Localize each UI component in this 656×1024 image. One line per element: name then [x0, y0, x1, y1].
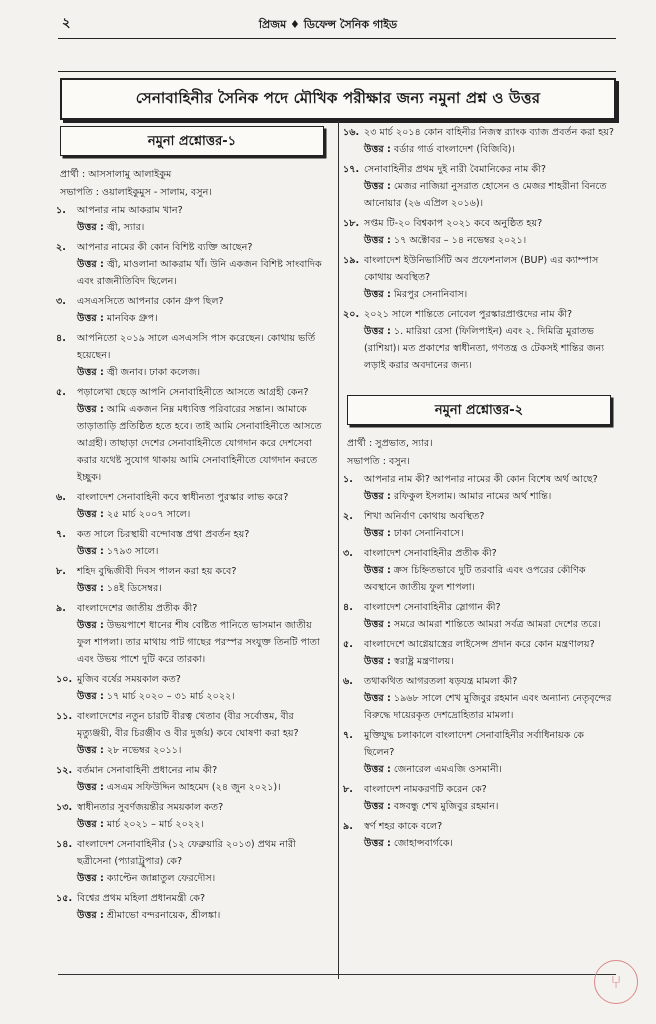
- answer-prefix: উত্তর :: [364, 693, 391, 704]
- qa-item: [343, 161, 615, 212]
- qa-item: [343, 215, 615, 249]
- answer-text: আমি একজন নিম্ন মধ্যবিত্ত পরিবারের সন্তান। আমাকে তাড়াতাড়ি প্রতিষ্ঠিত হতে হবে। তাই আমি সেনাবাহিনীতে আসতে আগ্রহী। তাছাড়া দেশের সেনাবাহিনীতে যোগদান করে দেশসেবা করার যথেষ্ট সুযোগ থাকায় আমি সেনাবাহিনীতে যোগদান করতে ইচ্ছুক।: [77, 404, 322, 483]
- answer-row: [364, 761, 615, 778]
- answer-text: ১৪ই ডিসেম্বর।: [106, 583, 162, 594]
- answer-row: [77, 816, 328, 833]
- page-title-box: [60, 78, 616, 120]
- answer-row: [77, 617, 328, 668]
- answer-row: [77, 907, 328, 924]
- question-row: [343, 215, 615, 232]
- answer-row: [364, 488, 615, 505]
- question-number: ১২.: [56, 765, 73, 776]
- qa-item: [343, 781, 615, 815]
- header-rule: [58, 38, 616, 39]
- answer-prefix: উত্তর :: [364, 181, 391, 192]
- section-heading: নমুনা প্রশ্নোত্তর-১: [60, 126, 324, 156]
- section-heading: নমুনা প্রশ্নোত্তর-২: [347, 395, 611, 425]
- answer-text: মিরপুর সেনানিবাস।: [393, 289, 468, 300]
- question-number: ১৬.: [343, 127, 360, 138]
- question-text: আপনার নাম আকরাম খান?: [77, 205, 183, 216]
- answer-row: [364, 798, 615, 815]
- answer-prefix: উত্তর :: [77, 404, 104, 415]
- answer-text: ক্যাপ্টেন জান্নাতুল ফেরদৌস।: [106, 873, 216, 884]
- answer-text: রফিকুল ইসলাম। আমার নামের অর্থ শান্তি।: [393, 491, 552, 502]
- question-text: বাংলাদেশ সেনাবাহিনীর স্লোগান কী?: [364, 602, 501, 613]
- answer-row: [364, 525, 615, 542]
- answer-text: জ্বী জনাব। ঢাকা কলেজ।: [106, 367, 201, 378]
- question-row: [56, 762, 328, 779]
- answer-text: শ্রীমাভো বন্দরনায়েক, শ্রীলঙ্কা।: [106, 910, 221, 921]
- answer-prefix: উত্তর :: [364, 801, 391, 812]
- question-text: পড়ালেখা ছেড়ে আপনি সেনাবাহিনীতে আসতে আগ্রহী কেন?: [77, 387, 309, 398]
- question-text: তথাকথিত আগরতলা ষড়যন্ত্র মামলা কী?: [364, 676, 518, 687]
- answer-row: [77, 870, 328, 887]
- question-row: [56, 708, 328, 742]
- answer-row: [364, 141, 615, 158]
- qa-item: [343, 818, 615, 852]
- question-text: ২০২১ সালে শান্তিতে নোবেল পুরস্কারপ্রাপ্তদের নাম কী?: [364, 309, 573, 320]
- answer-row: [77, 779, 328, 796]
- question-number: ৪.: [56, 333, 66, 344]
- question-number: ৭.: [343, 730, 353, 741]
- answer-text: ঢাকা সেনানিবাসে।: [393, 528, 464, 539]
- answer-row: [364, 323, 615, 374]
- qa-item: [343, 306, 615, 374]
- question-number: ৩.: [343, 548, 353, 559]
- qa-item: [343, 471, 615, 505]
- question-row: [56, 293, 328, 310]
- answer-text: ১৭ মার্চ ২০২০ – ৩১ মার্চ ২০২২।: [106, 691, 235, 702]
- qa-item: [56, 708, 328, 759]
- title-rule-top: [58, 71, 616, 72]
- answer-text: জেনারেল এমএজি ওসমানী।: [393, 764, 502, 775]
- answer-row: [77, 219, 328, 236]
- question-number: ১১.: [56, 711, 73, 722]
- answer-text: মেজর নাজিয়া নুসরাত হোসেন ও মেজর শাহরীনা বিনতে আনোয়ার (২৬ এপ্রিল ২০১৬)।: [364, 181, 607, 209]
- answer-prefix: উত্তর :: [364, 326, 391, 337]
- question-text: আপনার নামের কী কোন বিশিষ্ট ব্যক্তি আছেন?: [77, 242, 253, 253]
- answer-prefix: উত্তর :: [77, 873, 104, 884]
- question-row: [343, 161, 615, 178]
- qa-item: [56, 330, 328, 381]
- right-column: [343, 124, 615, 855]
- left-column: [56, 124, 328, 927]
- answer-text: ১৯৬৮ সালে শেখ মুজিবুর রহমান এবং অন্যান্য নেতৃবৃন্দের বিরুদ্ধে দায়েরকৃত দেশদ্রোহিতার মামলা।: [364, 693, 612, 721]
- question-text: আপনার নাম কী? আপনার নামের কী কোন বিশেষ অর্থ আছে?: [364, 474, 598, 485]
- answer-text: মার্চ ২০২১ – মার্চ ২০২২।: [106, 819, 204, 830]
- question-row: [56, 799, 328, 816]
- answer-text: ১৭৯৩ সালে।: [106, 546, 159, 557]
- qa-item: [343, 545, 615, 596]
- answer-prefix: উত্তর :: [77, 620, 104, 631]
- question-text: বাংলাদেশের জাতীয় প্রতীক কী?: [77, 603, 198, 614]
- question-number: ২০.: [343, 309, 360, 320]
- qa-item: [56, 799, 328, 833]
- question-row: [56, 489, 328, 506]
- question-text: এসএসসিতে আপনার কোন গ্রুপ ছিল?: [77, 296, 224, 307]
- question-number: ৭.: [56, 529, 66, 540]
- question-row: [56, 563, 328, 580]
- column-divider: [338, 121, 339, 979]
- answer-row: [364, 835, 615, 852]
- question-number: ৮.: [56, 566, 66, 577]
- question-number: ১.: [343, 474, 353, 485]
- qa-item: [343, 508, 615, 542]
- question-text: সেনাবাহিনীর প্রথম দুই নারী বৈমানিকের নাম কী?: [364, 164, 546, 175]
- page-header: [0, 0, 656, 40]
- question-number: ৫.: [343, 639, 353, 650]
- qa-item: [343, 599, 615, 633]
- question-number: ২.: [56, 242, 66, 253]
- qa-item: [343, 673, 615, 724]
- running-head: প্রিজম ♦ ডিফেন্স সৈনিক গাইড: [258, 18, 398, 31]
- qa-item: [56, 293, 328, 327]
- answer-prefix: উত্তর :: [77, 546, 104, 557]
- question-text: বাংলাদেশ সেনাবাহিনীর প্রতীক কী?: [364, 548, 497, 559]
- question-number: ৮.: [343, 784, 353, 795]
- section-spacer: [343, 377, 615, 393]
- answer-text: মানবিক গ্রুপ।: [106, 313, 158, 324]
- answer-prefix: উত্তর :: [77, 583, 104, 594]
- answer-text: ২৫ মার্চ ২০০৭ সালে।: [106, 509, 191, 520]
- question-number: ১৪.: [56, 839, 73, 850]
- qa-item: [343, 727, 615, 778]
- answer-row: [364, 653, 615, 670]
- qa-item: [56, 762, 328, 796]
- answer-prefix: উত্তর :: [77, 509, 104, 520]
- question-text: স্বর্ণ শহর কাকে বলে?: [364, 821, 443, 832]
- question-text: মুক্তিযুদ্ধ চলাকালে বাংলাদেশ সেনাবাহিনীর সর্বাধিনায়ক কে ছিলেন?: [364, 730, 585, 758]
- question-number: ৬.: [343, 676, 353, 687]
- candidate-line: প্রার্থী : সুপ্রভাত, স্যার।: [347, 438, 433, 449]
- question-number: ১৩.: [56, 802, 73, 813]
- answer-row: [364, 562, 615, 596]
- question-row: [56, 202, 328, 219]
- answer-row: [77, 364, 328, 381]
- question-number: ১০.: [56, 674, 73, 685]
- answer-row: [77, 256, 328, 290]
- question-number: ৯.: [56, 603, 66, 614]
- answer-prefix: উত্তর :: [77, 745, 104, 756]
- answer-text: জোহান্সবার্গকে।: [393, 838, 453, 849]
- question-row: [343, 636, 615, 653]
- qa-item: [56, 384, 328, 486]
- answer-row: [77, 543, 328, 560]
- question-text: শিখা অনির্বাণ কোথায় অবস্থিত?: [364, 511, 485, 522]
- question-text: বিশ্বের প্রথম মহিলা প্রধানমন্ত্রী কে?: [77, 893, 206, 904]
- chair-line: সভাপতি : ওয়ালাইকুমুস - সালাম, বসুন।: [60, 187, 212, 198]
- question-number: ১৮.: [343, 218, 360, 229]
- qa-item: [343, 252, 615, 303]
- question-row: [56, 890, 328, 907]
- page-title: সেনাবাহিনীর সৈনিক পদে মৌখিক পরীক্ষার জন্য নমুনা প্রশ্ন ও উত্তর: [135, 88, 541, 107]
- answer-text: স্বরাষ্ট্র মন্ত্রণালয়।: [393, 656, 454, 667]
- answer-row: [77, 580, 328, 597]
- answer-text: ২৮ নভেম্বর ২০১১।: [106, 745, 182, 756]
- question-text: মুজিব বর্ষের সময়কাল কত?: [77, 674, 181, 685]
- question-row: [56, 836, 328, 870]
- answer-row: [364, 286, 615, 303]
- question-text: কত সালে চিরস্থায়ী বন্দোবস্ত প্রথা প্রবর্তন হয়?: [77, 529, 250, 540]
- answer-text: ১. মারিয়া রেসা (ফিলিপাইন) এবং ২. দিমিত্রি মুরাতভ (রাশিয়া)। মত প্রকাশের স্বাধীনতা, গণতন্ত্র ও টেকসই শান্তির জন্য লড়াই করার অবদানের জন্য।: [364, 326, 605, 371]
- question-text: বাংলাদেশ নামকরণটি করেন কে?: [364, 784, 487, 795]
- answer-row: [364, 616, 615, 633]
- page-number: ২: [62, 16, 71, 31]
- question-text: বর্তমান সেনাবাহিনী প্রধানের নাম কী?: [77, 765, 218, 776]
- question-text: ২৩ মার্চ ২০১৪ কোন বাহিনীর নিজস্ব র‍্যাংক ব্যাজ প্রবর্তন করা হয়?: [364, 127, 614, 138]
- answer-prefix: উত্তর :: [77, 367, 104, 378]
- qa-item: [56, 671, 328, 705]
- question-number: ৫.: [56, 387, 66, 398]
- question-number: ১৫.: [56, 893, 73, 904]
- qa-item: [56, 239, 328, 290]
- qa-item: [343, 636, 615, 670]
- answer-prefix: উত্তর :: [364, 491, 391, 502]
- question-text: শহিদ বুদ্ধিজীবী দিবস পালন করা হয় কবে?: [77, 566, 237, 577]
- qa-item: [56, 489, 328, 523]
- qa-item: [56, 202, 328, 236]
- answer-row: [77, 401, 328, 486]
- question-row: [56, 526, 328, 543]
- answer-prefix: উত্তর :: [364, 656, 391, 667]
- answer-prefix: উত্তর :: [364, 619, 391, 630]
- qa-item: [56, 563, 328, 597]
- footer-rule: [58, 974, 616, 975]
- question-row: [56, 384, 328, 401]
- answer-text: বর্ডার গার্ড বাংলাদেশ (বিজিবি)।: [393, 144, 515, 155]
- answer-text: জ্বী, স্যার।: [106, 222, 145, 233]
- question-row: [343, 306, 615, 323]
- answer-prefix: উত্তর :: [77, 259, 104, 270]
- question-text: বাংলাদেশের নতুন চারটি বীরত্ব খেতাব (বীর সর্বোত্তম, বীর মৃত্যুঞ্জয়ী, বীর চিরঞ্জীব ও বীর দুর্জয়) কবে ঘোষণা করা হয়?: [77, 711, 299, 739]
- answer-prefix: উত্তর :: [364, 764, 391, 775]
- answer-prefix: উত্তর :: [77, 313, 104, 324]
- page-stamp: ⑂: [594, 960, 638, 1004]
- answer-prefix: উত্তর :: [77, 691, 104, 702]
- question-text: স্বাধীনতার সুবর্ণজয়ন্তীর সময়কাল কত?: [77, 802, 224, 813]
- answer-prefix: উত্তর :: [364, 565, 391, 576]
- chair-line: সভাপতি : বসুন।: [347, 456, 410, 467]
- answer-text: উভয়পাশে ধানের শীষ বেষ্টিত পানিতে ভাসমান জাতীয় ফুল শাপলা। তার মাথায় পাট গাছের পরস্পর সংযুক্ত তিনটি পাতা এবং উভয় পাশে দুটি করে তারকা।: [77, 620, 320, 665]
- question-row: [343, 545, 615, 562]
- question-row: [343, 599, 615, 616]
- answer-row: [364, 690, 615, 724]
- question-text: আপনিতো ২০১৯ সালে এসএসসি পাস করেছেন। কোথায় ভর্তি হয়েছেন।: [77, 333, 316, 361]
- question-row: [56, 330, 328, 364]
- answer-prefix: উত্তর :: [77, 910, 104, 921]
- answer-prefix: উত্তর :: [364, 289, 391, 300]
- question-number: ১৯.: [343, 255, 360, 266]
- qa-item: [56, 836, 328, 887]
- question-row: [343, 727, 615, 761]
- answer-row: [77, 310, 328, 327]
- answer-row: [77, 506, 328, 523]
- answer-prefix: উত্তর :: [364, 838, 391, 849]
- question-row: [56, 671, 328, 688]
- question-text: বাংলাদেশ ইউনিভার্সিটি অব প্রফেশনালস (BUP) এর ক্যাম্পাস কোথায় অবস্থিত?: [364, 255, 599, 283]
- answer-text: ১৭ অক্টোবর – ১৪ নভেম্বর ২০২১।: [393, 235, 527, 246]
- question-text: বাংলাদেশে আগ্নেয়াস্ত্রের লাইসেন্স প্রদান করে কোন মন্ত্রণালয়?: [364, 639, 595, 650]
- question-text: সপ্তম টি-২০ বিশ্বকাপ ২০২১ কবে অনুষ্ঠিত হয়?: [364, 218, 543, 229]
- qa-item: [56, 890, 328, 924]
- question-row: [56, 600, 328, 617]
- answer-row: [77, 742, 328, 759]
- qa-item: [343, 124, 615, 158]
- question-row: [343, 781, 615, 798]
- candidate-line: প্রার্থী : আসসালামু আলাইকুম: [60, 169, 172, 180]
- question-number: ১৭.: [343, 164, 360, 175]
- answer-prefix: উত্তর :: [77, 782, 104, 793]
- qa-item: [56, 526, 328, 560]
- question-number: ৯.: [343, 821, 353, 832]
- question-text: বাংলাদেশ সেনাবাহিনী কবে স্বাধীনতা পুরস্কার লাভ করে?: [77, 492, 289, 503]
- question-row: [343, 252, 615, 286]
- question-row: [343, 124, 615, 141]
- answer-row: [77, 688, 328, 705]
- answer-text: বঙ্গবন্ধু শেখ মুজিবুর রহমান।: [393, 801, 499, 812]
- question-number: ৪.: [343, 602, 353, 613]
- answer-prefix: উত্তর :: [77, 819, 104, 830]
- question-number: ২.: [343, 511, 353, 522]
- question-number: ৩.: [56, 296, 66, 307]
- answer-text: জ্বী, মাওলানা আকরাম খাঁ। উনি একজন বিশিষ্ট সাংবাদিক এবং রাজনীতিবিদ ছিলেন।: [77, 259, 322, 287]
- answer-prefix: উত্তর :: [77, 222, 104, 233]
- answer-text: ক্রস চিহ্নিতভাবে দুটি তরবারি এবং ওপরের কৌণিক অবস্থানে জাতীয় ফুল শাপলা।: [364, 565, 586, 593]
- question-row: [343, 471, 615, 488]
- qa-item: [56, 600, 328, 668]
- answer-prefix: উত্তর :: [364, 144, 391, 155]
- question-number: ৬.: [56, 492, 66, 503]
- answer-text: এসএম সফিউদ্দিন আহমেদ (২৪ জুন ২০২১)।: [106, 782, 281, 793]
- question-text: বাংলাদেশ সেনাবাহিনীর (১২ ফেব্রুয়ারি ২০১৩) প্রথম নারী ছত্রীসেনা (প্যারাট্রুপার) কে?: [77, 839, 296, 867]
- answer-text: সমরে আমরা শান্তিতে আমরা সর্বত্র আমরা দেশের তরে।: [393, 619, 601, 630]
- answer-row: [364, 232, 615, 249]
- answer-row: [364, 178, 615, 212]
- question-row: [343, 673, 615, 690]
- question-row: [343, 818, 615, 835]
- answer-prefix: উত্তর :: [364, 528, 391, 539]
- question-row: [56, 239, 328, 256]
- answer-prefix: উত্তর :: [364, 235, 391, 246]
- question-number: ১.: [56, 205, 66, 216]
- question-row: [343, 508, 615, 525]
